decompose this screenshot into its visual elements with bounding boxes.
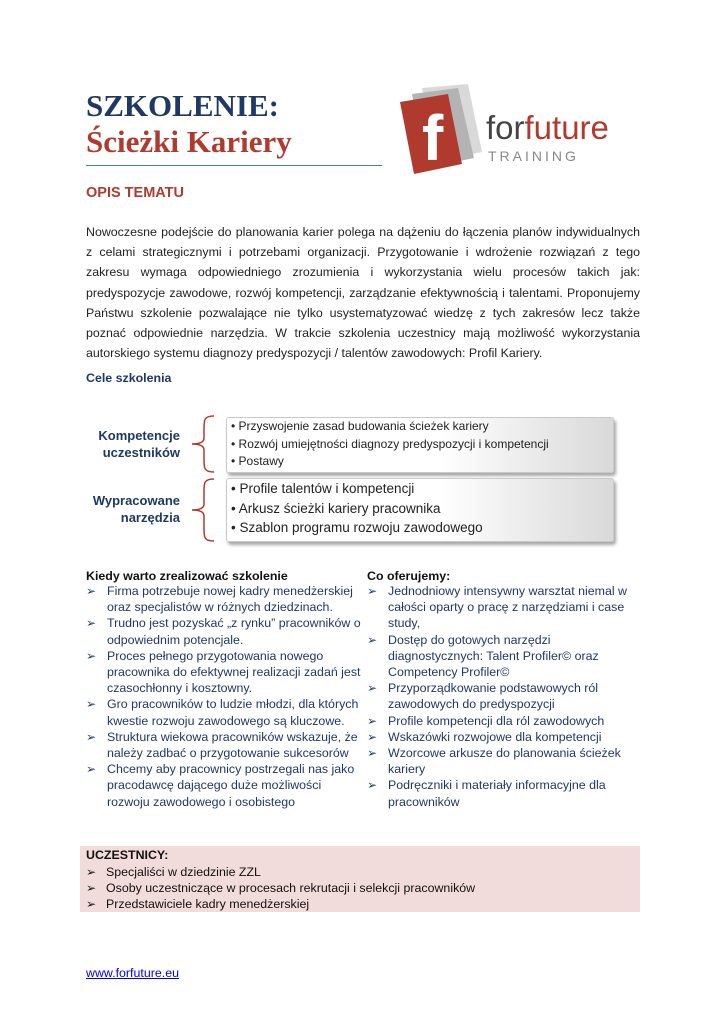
list-item: ➢ Wzorcowe arkusze do planowania ścieżek kariery bbox=[367, 746, 621, 777]
offer-column bbox=[367, 569, 637, 810]
arrow-bullet-icon: ➢ bbox=[367, 778, 378, 793]
title-divider bbox=[86, 165, 382, 166]
list-item: • Szablon programu rozwoju zawodowego bbox=[231, 520, 483, 535]
forfuture-logo bbox=[392, 82, 642, 178]
logo-subtitle: TRAINING bbox=[488, 148, 579, 164]
list-item: • Przyswojenie zasad budowania ścieżek kariery bbox=[231, 419, 489, 433]
list-item: ➢ Osoby uczestniczące w procesach rekrutacji i selekcji pracowników bbox=[86, 881, 476, 895]
arrow-bullet-icon: ➢ bbox=[86, 697, 97, 712]
when-column bbox=[86, 569, 361, 810]
diagram-box-tools bbox=[226, 478, 614, 542]
arrow-bullet-icon: ➢ bbox=[367, 729, 378, 744]
list-item: ➢ Profile kompetencji dla ról zawodowych bbox=[367, 713, 605, 728]
arrow-bullet-icon: ➢ bbox=[86, 648, 97, 663]
list-item: ➢ Trudno jest pozyskać „z rynku” pracowników o odpowiednim potencjale. bbox=[86, 616, 361, 647]
logo-mark-icon bbox=[392, 82, 492, 178]
participants-box bbox=[80, 846, 640, 912]
list-item: ➢ Gro pracowników to ludzie młodzi, dla których kwestie rozwoju zawodowego są kluczowe. bbox=[86, 697, 359, 728]
list-item: ➢ Chcemy aby pracownicy postrzegali nas jako pracodawcę dającego duże możliwości rozwoju zawodowego i osobistego bbox=[86, 762, 355, 809]
arrow-bullet-icon: ➢ bbox=[367, 681, 378, 696]
logo-brand-text: forfuture bbox=[486, 109, 609, 146]
arrow-bullet-icon: ➢ bbox=[86, 616, 97, 631]
brace-icon bbox=[188, 477, 218, 543]
footer-website-link[interactable]: www.forfuture.eu bbox=[86, 966, 179, 980]
offer-heading: Co oferujemy: bbox=[367, 569, 451, 583]
list-item: ➢ Firma potrzebuje nowej kadry menedżerskiej oraz specjalistów w różnych dziedzinach. bbox=[86, 584, 353, 615]
arrow-bullet-icon: ➢ bbox=[367, 632, 378, 647]
list-item: ➢ Proces pełnego przygotowania nowego pracownika do efektywnej realizacji zadań jest czasochłonny i kosztowny. bbox=[86, 648, 361, 696]
title-line-1: SZKOLENIE: bbox=[86, 88, 279, 123]
list-item: ➢ Struktura wiekowa pracowników wskazuje, że należy zadbać o przygotowanie sukcesorów bbox=[86, 729, 358, 761]
list-item: ➢ Jednodniowy intensywny warsztat niemal w całości oparty o pracę z narzędziami i case study, bbox=[367, 584, 627, 631]
arrow-bullet-icon: ➢ bbox=[86, 584, 97, 598]
diagram-label-tools: Wypracowane narzędzia bbox=[92, 493, 180, 525]
arrow-bullet-icon: ➢ bbox=[86, 762, 97, 777]
arrow-bullet-icon: ➢ bbox=[86, 865, 97, 879]
list-item: • Postawy bbox=[231, 454, 284, 468]
list-item: ➢ Specjaliści w dziedzinie ZZL bbox=[86, 865, 261, 879]
arrow-bullet-icon: ➢ bbox=[367, 713, 378, 728]
list-item: • Profile talentów i kompetencji bbox=[231, 481, 415, 496]
list-item: ➢ Wskazówki rozwojowe dla kompetencji bbox=[367, 729, 602, 744]
arrow-bullet-icon: ➢ bbox=[367, 584, 378, 598]
list-item: ➢ Podręczniki i materiały informacyjne dla pracowników bbox=[367, 778, 606, 809]
arrow-bullet-icon: ➢ bbox=[86, 881, 97, 895]
participants-heading: UCZESTNICY: bbox=[86, 848, 169, 862]
arrow-bullet-icon: ➢ bbox=[367, 746, 378, 761]
diagram-label-competencies: Kompetencje uczestników bbox=[98, 428, 180, 460]
list-item: ➢ Przyporządkowanie podstawowych ról zawodowych do predyspozycji bbox=[367, 681, 599, 712]
goals-heading: Cele szkolenia bbox=[86, 371, 172, 385]
svg-text:f: f bbox=[422, 102, 444, 174]
arrow-bullet-icon: ➢ bbox=[86, 729, 97, 744]
when-heading: Kiedy warto zrealizować szkolenie bbox=[86, 569, 288, 583]
arrow-bullet-icon: ➢ bbox=[86, 897, 97, 911]
brace-icon bbox=[188, 414, 218, 474]
title-line-2: Ścieżki Kariery bbox=[86, 124, 292, 159]
list-item: • Arkusz ścieżki kariery pracownika bbox=[231, 500, 441, 516]
list-item: • Rozwój umiejętności diagnozy predyspozycji i kompetencji bbox=[231, 436, 549, 451]
section-heading: OPIS TEMATU bbox=[86, 185, 185, 201]
diagram-box-competencies bbox=[226, 417, 614, 473]
list-item: ➢ Przedstawiciele kadry menedżerskiej bbox=[86, 897, 310, 911]
description-paragraph: Nowoczesne podejście do planowania karier polega na dążeniu do łączenia planów indywidualnych z celami strategicznymi i potrzebami organizacji. Przygotowanie i wdrożenie rozwiązań z tego zakresu wymaga odpowiedniego zrozumienia i wykorzystania wielu procesów takich jak: predyspozycje zawodowe, rozwój kompetencji, zarządzanie efektywnością i talentami. Proponujemy Państwu szkolenie pozwalające nie tylko usystematyzować wiedzę z tych zakresów lecz także poznać odpowiednie narzędzia. W trakcie szkolenia uczestnicy mają możliwość wykorzystania autorskiego systemu diagnozy predyspozycji / talentów zawodowych: Profil Kariery. bbox=[86, 225, 640, 361]
list-item: ➢ Dostęp do gotowych narzędzi diagnostycznych: Talent Profiler© oraz Competency Profiler© bbox=[367, 632, 599, 680]
